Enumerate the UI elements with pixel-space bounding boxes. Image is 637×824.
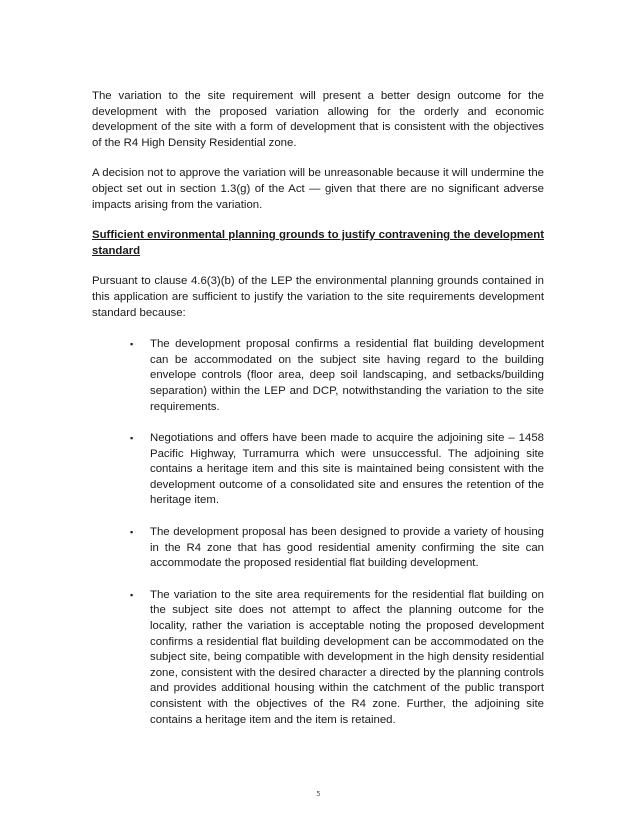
bullet-list xyxy=(92,337,544,728)
bullet-icon: ▪ xyxy=(130,527,134,538)
bullet-text: The variation to the site area requirements for the residential flat building on the subject site does not attempt to affect the planning outcome for the locality, rather the variation is acceptable noting the proposed development confirms a residential flat building development can be accommodated on the subject site, being compatible with development in the high density residential zone, consistent with the desired character a directed by the planning controls and provides additional housing within the catchment of the public transport consistent with the objectives of the R4 zone. Further, the adjoining site contains a heritage item and the item is retained. xyxy=(150,588,544,726)
page-number: 5 xyxy=(316,790,321,798)
section-heading: Sufficient environmental planning grounds to justify contravening the development standard xyxy=(92,229,544,257)
bullet-item xyxy=(92,588,544,728)
bullet-icon: ▪ xyxy=(130,589,134,600)
bullet-item xyxy=(92,525,544,572)
bullet-icon: ▪ xyxy=(130,433,134,444)
bullet-text: Negotiations and offers have been made to acquire the adjoining site – 1458 Pacific Highway, Turramurra which were unsuccessful. The adjoining site contains a heritage item and this site is maintained being consistent with the development outcome of a consolidated site and ensures the retention of the heritage item. xyxy=(150,432,544,507)
document-body xyxy=(92,89,544,744)
bullet-item xyxy=(92,431,544,509)
bullet-item xyxy=(92,337,544,415)
bullet-text: The development proposal confirms a residential flat building development can be accommodated on the subject site having regard to the building envelope controls (floor area, deep soil landscaping, and setbacks/building separation) within the LEP and DCP, notwithstanding the variation to the site requirements. xyxy=(150,338,544,413)
bullet-icon: ▪ xyxy=(130,339,134,350)
paragraph-decision: A decision not to approve the variation will be unreasonable because it will undermine the object set out in section 1.3(g) of the Act — given that there are no significant adverse impacts arising from the variation. xyxy=(92,167,544,211)
paragraph-design-outcome: The variation to the site requirement will present a better design outcome for the development with the proposed variation allowing for the orderly and economic development of the site with a form of development that is consistent with the objectives of the R4 High Density Residential zone. xyxy=(92,90,544,149)
bullet-text: The development proposal has been designed to provide a variety of housing in the R4 zone that has good residential amenity confirming the site can accommodate the proposed residential flat building development. xyxy=(150,526,544,570)
paragraph-pursuant: Pursuant to clause 4.6(3)(b) of the LEP the environmental planning grounds contained in this application are sufficient to justify the variation to the site requirements development standard because: xyxy=(92,275,544,319)
